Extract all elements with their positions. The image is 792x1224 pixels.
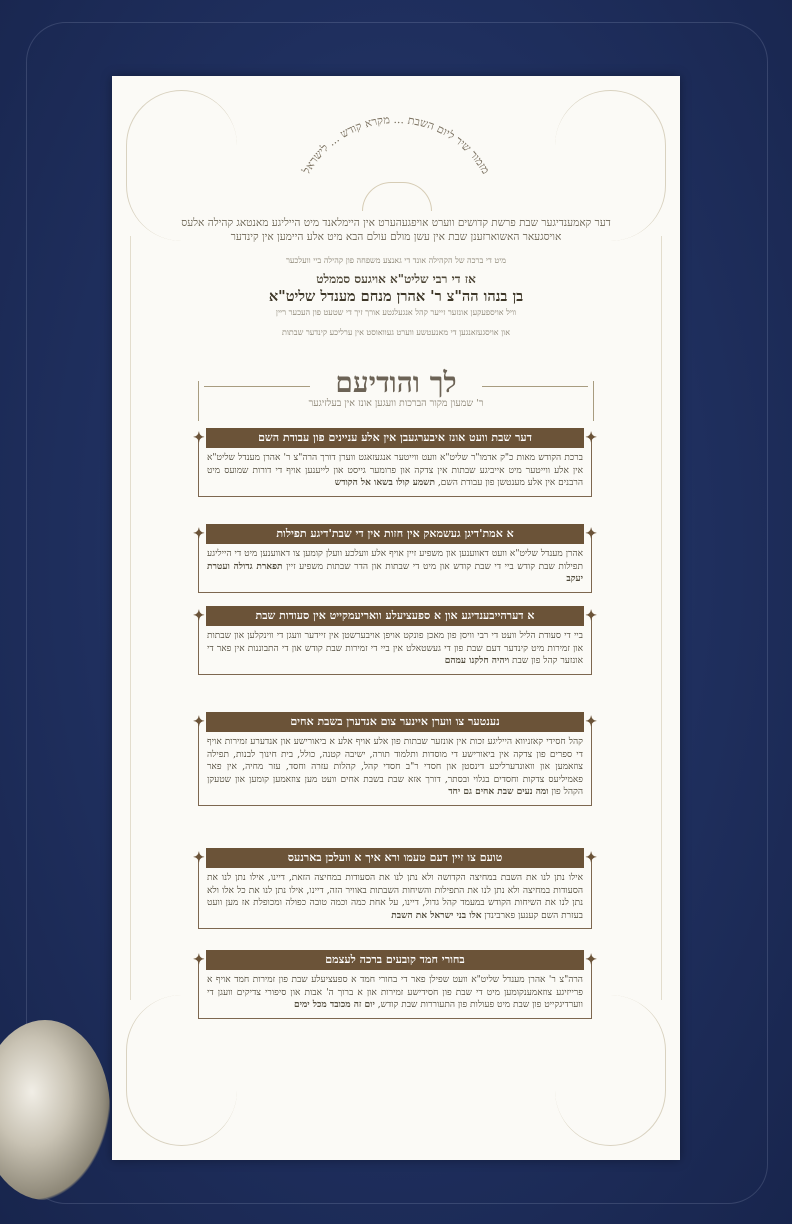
section-title: ✦ א אמת'דיגן געשמאק אין חזות אין די שבת'דיגע תפילות ✦ — [206, 524, 584, 544]
section-line: משפיע זיין — [286, 561, 324, 572]
section-3 — [198, 606, 592, 675]
main-heading-block — [204, 362, 588, 402]
section-title: ✦ נענטער צו ווערן איינער צום אנדערן בשבת אחים ✦ — [206, 712, 584, 732]
section-line: הרה"צ ר' אהרן מענדל שליט"א וועט שפילן פאר די בחורי חמד א ספעציעלע שבת פון זמירות — [252, 975, 583, 985]
section-body — [198, 858, 592, 929]
section-body — [198, 722, 592, 806]
invitation-sheet — [112, 76, 680, 1160]
section-highlight: אלו בני ישראל את השבת — [391, 910, 482, 921]
section-title: ✦ דער שבת וועט אונז איבערגעבן אין אלע עניינים פון עבודת השם ✦ — [206, 428, 584, 448]
section-2 — [198, 524, 592, 593]
section-4 — [198, 712, 592, 806]
section-line: קהל חסידי קאזניווא הייליגע זכות אין אונזער שבתות פון אלע אויף אלע א ביאורישע און — [280, 737, 583, 747]
section-line: אונזער קהל פון שבת — [512, 656, 583, 666]
section-line: מיט די הייליגע תפילות שבת קודש ביי די שבת קודש און מיט די שבתות און הדר שבתות — [207, 549, 583, 572]
section-6 — [198, 950, 592, 1019]
side-border-line — [130, 236, 131, 1000]
heading-rule — [482, 386, 588, 387]
section-line: ברכת הקודש מאות כ"ק אדמו"ר שליט"א וועט ווייטער אנגעזאגט ווערן דורך הרה"צ ר' אהרן מענדל שליט"א — [207, 453, 583, 463]
section-line: ישיבה קטנה, כולל, בית חינוך לבנות, תפילה צוזאמען און וואונדערליכע דינסטן און — [207, 749, 583, 772]
note-line: מיט די ברכה של הקהילה אונד די גאנצע משפחה פון קהילה ביי וועלכער — [285, 256, 507, 265]
section-title: ✦ בחורי חמד קובעים ברכה לעצמם ✦ — [206, 950, 584, 970]
arc-title-text: מזמור שיר ליום השבת ... מקרא קודש ... לישראל — [299, 112, 493, 177]
section-highlight: תפארת גדולה ועטרת יעקב — [207, 561, 583, 584]
section-line: לנו את הסעודות במחיצה ולא נתן לנו את התפילות והשיחות השבתות באוויר הזה, דיינו, אילו נתן — [207, 873, 583, 896]
section-line: ובסתר, דורך אזא שבת בשבת אחים וועט מען צוזאמען קומען און שטעקן הקהל פון — [207, 774, 583, 797]
section-line: וועגן די ווינקלען און שבתות און זמירות מיט קינדער דעם שבת — [207, 631, 584, 654]
main-heading: לך והודיעם — [335, 366, 457, 399]
intro-paragraph — [152, 216, 640, 244]
section-line: אהרן מענדל שליט"א וועט דאווענען און משפיע זיין אויף אלע וועלכע וועלן קומען צו דאווענען — [260, 549, 583, 559]
section-line: שמועס מיט הרבנים אין אלע מענטשן פון עבודת השם, — [207, 465, 583, 488]
section-5 — [198, 848, 592, 929]
section-highlight: יום זה מכובד מכל ימים — [293, 1000, 375, 1010]
section-line: שבת קודש, — [377, 1000, 418, 1010]
section-title: ✦ טועם צו זיין דעם טעמו ורא איך א וועלכן בארנעס ✦ — [206, 848, 584, 868]
section-line: חמד אויף א פרייזיגע צוזאמענקומען מיט די שבת פון חסידישע זמירות און א ברוך ה' אבות — [207, 975, 583, 998]
section-title: ✦ א דערהייבענדיגע און א ספעציעלע וואריעמקייט אין סעודות שבת ✦ — [206, 606, 584, 626]
note-line: און אויסגעזאנגען די מאנעטשע ווערט געוואוסט אין ערליכע קינדער שבתות — [281, 328, 511, 337]
intro-line: דער קאמענדיגער שבת פרשת קדושים ווערט אויפגעהערט אין היימלאנד מיט הייליגע מאנטאג קהילה אלעס — [181, 217, 611, 229]
section-highlight: ויהיה חלקנו עמהם — [444, 656, 510, 666]
section-line: לנו את כל אלו ולא נתן לנו את השיחות הקודש במעמד קהל גדול, דיינו, על אחת כמה וכמה טובה — [207, 885, 583, 908]
note-line: וויל אויספעקען אונזער זייער קהל אנגעלגטע אורך זיך די שטעט פון העכער ריין — [275, 308, 517, 317]
section-1 — [198, 428, 592, 497]
section-line: חסדי ר"ב חסדי קהל, קהלות עזרה וחסד, עזר מחיה, אין פאר פאמיליעס צדקות וחסדים בגלוי — [207, 762, 583, 785]
host-line: אז די רבי שליט"א אויגעס סממלט — [316, 272, 476, 286]
section-line: אין אלע ווייטער מיט אייביגע שבתות אין צדקה און פרומער גייסט און לייענען אויף די דורות — [252, 465, 583, 476]
section-highlight: תשמע קולו בשאו אל הקודש — [334, 478, 436, 488]
section-highlight: ומה נעים שבת אחים גם יחד — [448, 787, 549, 797]
section-line: אנדערע זמירות אויף די ספרים פון צדקה אין ביאורישע די מוסדות ותלמוד תורה, — [207, 737, 583, 760]
side-border-line — [661, 236, 662, 1000]
section-line: און סיפורי צדיקים וועגן די ווערדיגקייט פון שבת מיט פעולות פון התעוררות — [207, 987, 583, 1010]
section-line: אילו נתן לנו את השבת במחיצה הקדושה ולא נתן לנו את הסעודות במחיצה הזאת, דיינו, אילו נתן — [235, 873, 583, 883]
subheading: ר' שמעון מקור הברכות וועגען אונז אין בעלזיגער — [308, 398, 484, 409]
intro-line: אויסגעאר האשוארזענן שבת אין עשן מולם עולם הבא מיט אלע היימען אין קינדער — [230, 231, 562, 243]
svg-text:מזמור שיר ליום השבת ... מקרא ק — [299, 113, 492, 177]
section-line: כפולה ומכופלת אז מען וועט בעזרת השם קענען פארבינדן — [207, 898, 583, 921]
section-line: ביי די סעודת הליל וועט די רבי וויסן פון מאכן פונקט אויפן אויבערשטן אין זיידער — [304, 631, 583, 641]
section-line: פון די געשטאלט אין ביי די זמירות שבת קודש און די התבוננות אין פאר די — [207, 643, 464, 654]
heading-rule — [204, 386, 310, 387]
rabbi-name: בן בנהו הה"צ ר' אהרן מנחם מענדל שליט"א — [268, 288, 524, 305]
